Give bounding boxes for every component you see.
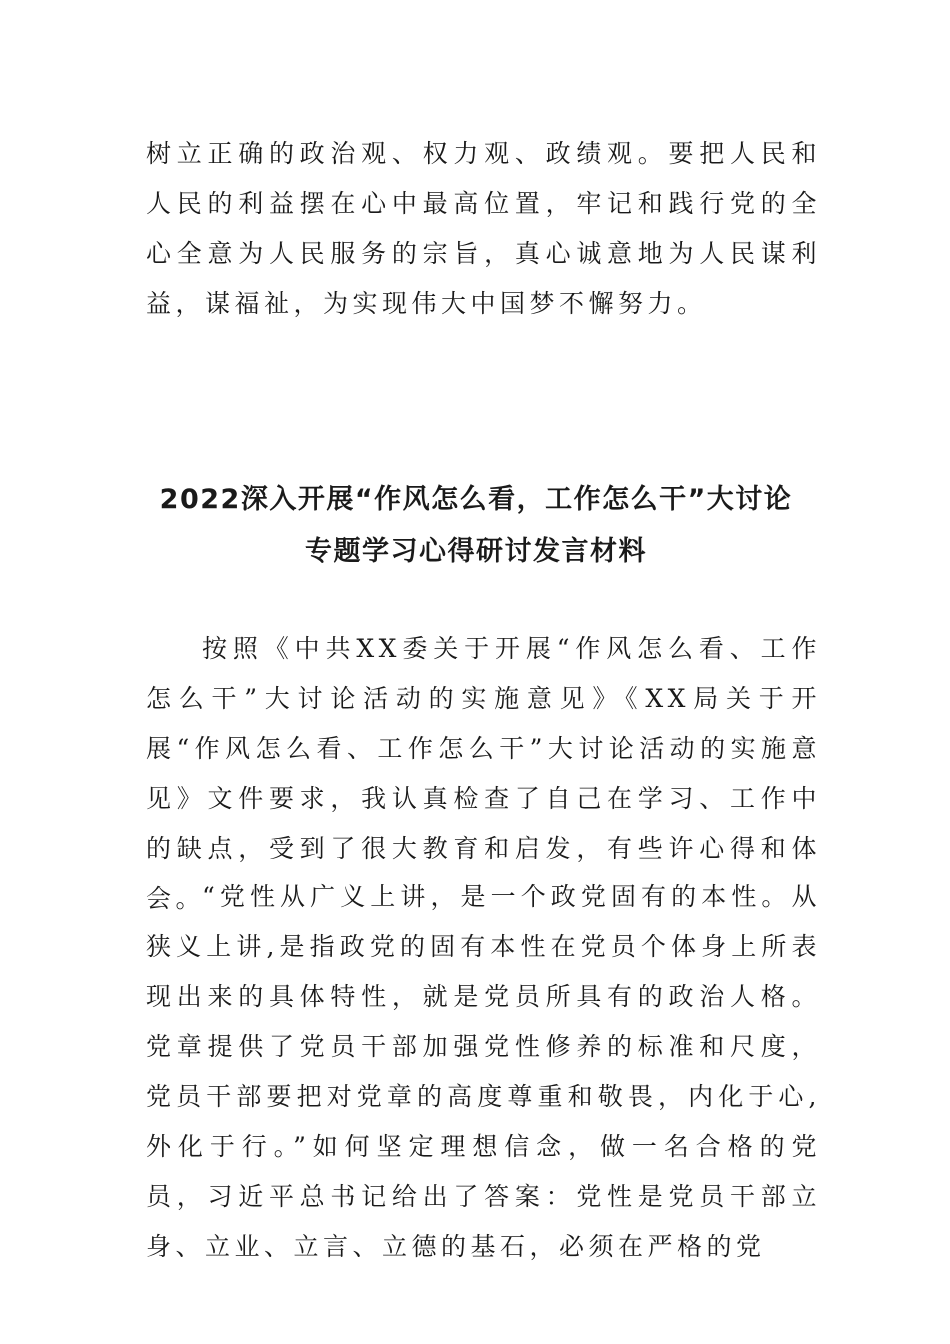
paragraph-continuation: 树立正确的政治观、权力观、政绩观。要把人民和人民的利益摆在心中最高位置，牢记和践行党的全心全意为人民服务的宗旨，真心诚意地为人民谋利益，谋福祉，为实现伟大中国梦不懈努力。: [146, 139, 821, 318]
paragraph-party-spirit: “党性从广义上讲，是一个政党固有的本性。从狭义上讲,是指政党的固有本性在党员个体身上所表现出来的具体特性，就是党员所具有的政治人格。党章提供了党员干部加强党性修养的标准和尺度，党员干部要把对党章的高度尊重和敬畏，内化于心,外化于行。”如何坚定理想信念，做一名合格的党员，习近平总书记给出了答案：党性是党员干部立身、立业、立言、立德的基石，必须在严格的党: [146, 882, 821, 1261]
title-line-1: 2022深入开展“作风怎么看，工作怎么干”大讨论: [159, 484, 793, 515]
title-line-2: 专题学习心得研讨发言材料: [305, 536, 647, 567]
paragraph-intro: 按照《中共XX委关于开展“作风怎么看、工作怎么干”大讨论活动的实施意见》《XX局关于开展“作风怎么看、工作怎么干”大讨论活动的实施意见》文件要求，我认真检查了自己在学习、工作中的缺点，受到了很大教育和启发，有些许心得和体会。: [146, 634, 821, 913]
document-title: [96, 474, 856, 578]
